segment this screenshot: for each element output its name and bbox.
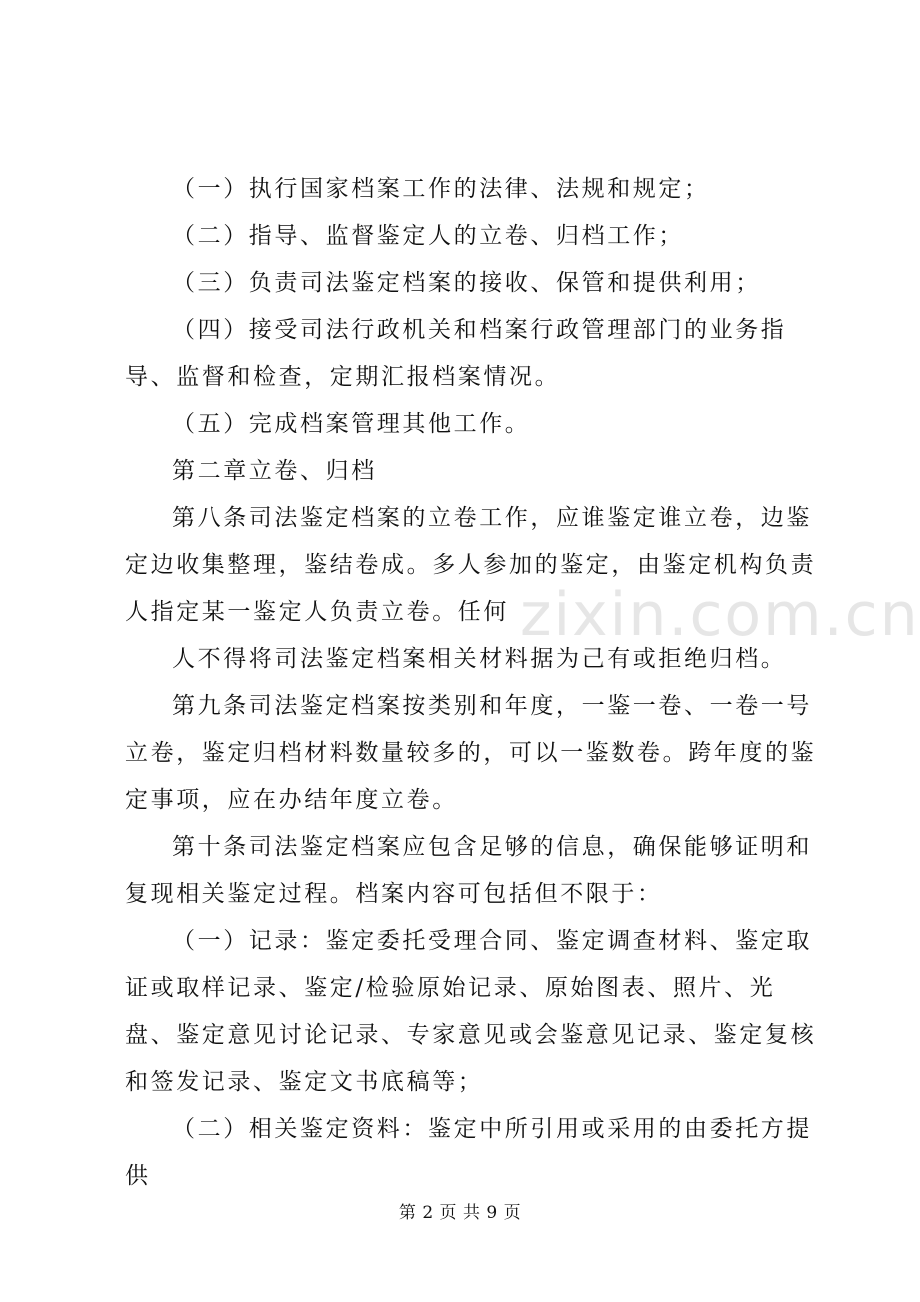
- chapter-heading: 第二章立卷、归档: [172, 458, 377, 484]
- paragraph-article-10: 第十条司法鉴定档案应包含足够的信息，确保能够证明和复现相关鉴定过程。档案内容可包括但不限于：: [125, 834, 812, 907]
- paragraph-duty-2: （二）指导、监督鉴定人的立卷、归档工作；: [172, 223, 684, 249]
- paragraph-duty-1: （一）执行国家档案工作的法律、法规和规定；: [172, 176, 710, 202]
- paragraph-article-10-item-2: （二）相关鉴定资料：鉴定中所引用或采用的由委托方提供: [125, 1116, 812, 1189]
- paragraph-duty-5: （五）完成档案管理其他工作。: [172, 411, 531, 437]
- paragraph-article-9: 第九条司法鉴定档案按类别和年度，一鉴一卷、一卷一号立卷，鉴定归档材料数量较多的，可以一鉴数卷。跨年度的鉴定事项，应在办结年度立卷。: [125, 693, 817, 813]
- page-footer: 第 2 页 共 9 页: [398, 1203, 522, 1223]
- watermark-text: zixin.com.cn: [520, 580, 920, 650]
- paragraph-article-8-cont: 人不得将司法鉴定档案相关材料据为己有或拒绝归档。: [172, 646, 787, 672]
- paragraph-article-10-item-1: （一）记录：鉴定委托受理合同、鉴定调查材料、鉴定取证或取样记录、鉴定/检验原始记录、原始图表、照片、光盘、鉴定意见讨论记录、专家意见或会鉴意见记录、鉴定复核和签发记录、鉴定文书底稿等；: [125, 928, 817, 1095]
- document-body: [125, 166, 825, 1200]
- paragraph-article-8: 第八条司法鉴定档案的立卷工作，应谁鉴定谁立卷，边鉴定边收集整理，鉴结卷成。多人参加的鉴定，由鉴定机构负责人指定某一鉴定人负责立卷。任何: [125, 505, 817, 625]
- paragraph-duty-4: （四）接受司法行政机关和档案行政管理部门的业务指导、监督和检查，定期汇报档案情况。: [125, 317, 787, 390]
- paragraph-duty-3: （三）负责司法鉴定档案的接收、保管和提供利用；: [172, 270, 761, 296]
